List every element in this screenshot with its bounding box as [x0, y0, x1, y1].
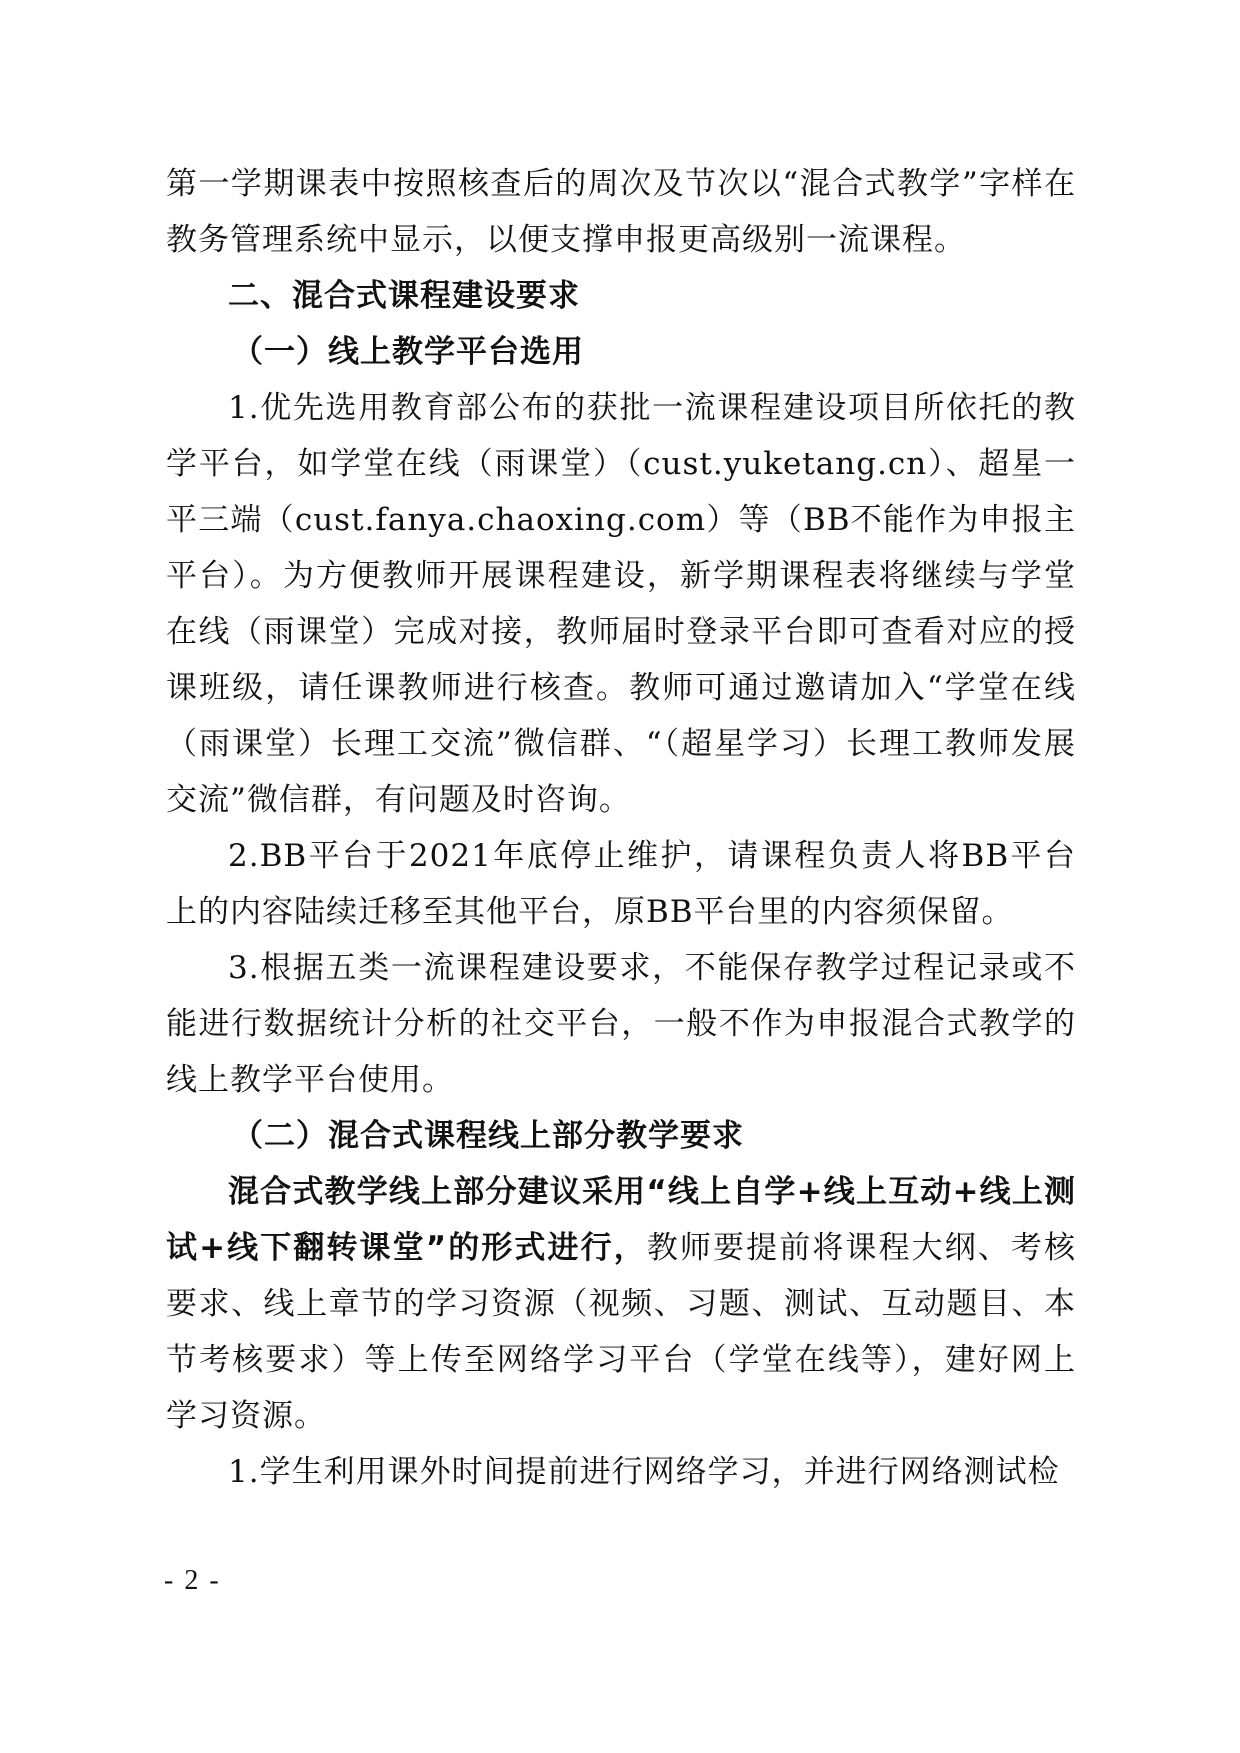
subsection-heading-1: （一）线上教学平台选用	[232, 334, 584, 370]
paragraph-mixed-rest-run: 教师要提前将课程大纲、考核要求、线上章节的学习资源（视频、习题、测试、互动题目、本节考核要求）等上传至网络学习平台（学堂在线等），建好网上学习资源。	[166, 1230, 1077, 1434]
paragraph-mixed-bold-run: 混合式教学线上部分建议采用“线上自学+线上互动+线上测试+线下翻转课堂”的形式进行，	[166, 1174, 1076, 1266]
paragraph-item-last: 1.学生利用课外时间提前进行网络学习，并进行网络测试检	[228, 1454, 1060, 1490]
subsection-heading-2: （二）混合式课程线上部分教学要求	[232, 1118, 744, 1154]
paragraph-item-3: 3.根据五类一流课程建设要求，不能保存教学过程记录或不能进行数据统计分析的社交平台，一般不作为申报混合式教学的线上教学平台使用。	[166, 950, 1076, 1098]
paragraph-intro: 第一学期课表中按照核查后的周次及节次以“混合式教学”字样在教务管理系统中显示，以便支撑申报更高级别一流课程。	[166, 166, 1076, 258]
paragraph-mixed-teaching	[166, 1164, 1076, 1444]
page-number: - 2 -	[164, 1565, 221, 1596]
section-heading-2: 二、混合式课程建设要求	[228, 278, 580, 314]
paragraph-item-2: 2.BB平台于2021年底停止维护，请课程负责人将BB平台上的内容陆续迁移至其他平台，原BB平台里的内容须保留。	[166, 838, 1076, 930]
document-body	[166, 156, 1076, 1500]
paragraph-item-1: 1.优先选用教育部公布的获批一流课程建设项目所依托的教学平台，如学堂在线（雨课堂）（cust.yuketang.cn）、超星一平三端（cust.fanya.chaoxing.com）等（BB不能作为申报主平台）。为方便教师开展课程建设，新学期课程表将继续与学堂在线（雨课堂）完成对接，教师届时登录平台即可查看对应的授课班级，请任课教师进行核查。教师可通过邀请加入“学堂在线（雨课堂）长理工交流”微信群、“（超星学习）长理工教师发展交流”微信群，有问题及时咨询。	[166, 390, 1076, 818]
